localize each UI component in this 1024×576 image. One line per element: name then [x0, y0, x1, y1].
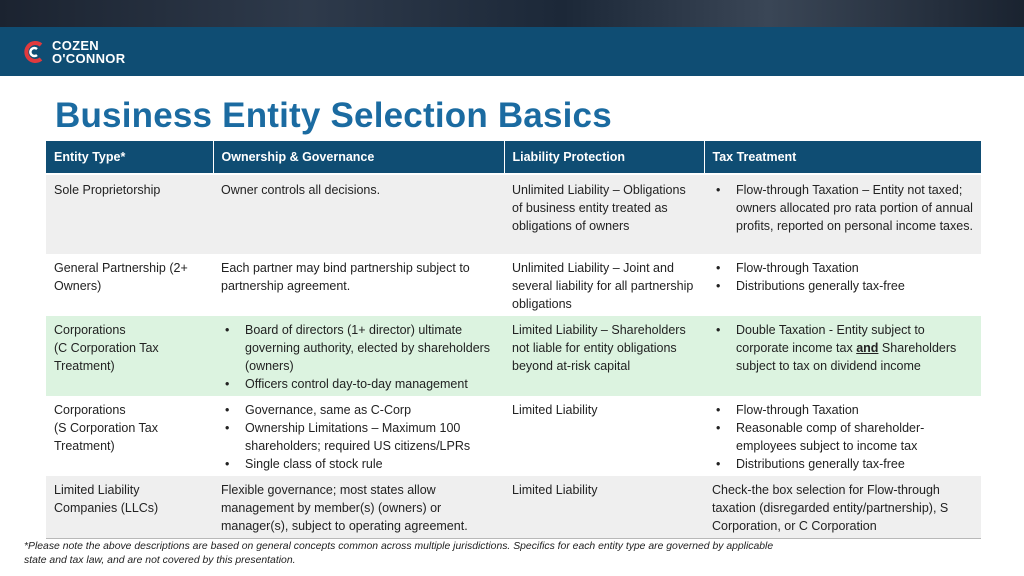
- tax-text-before: Double Taxation - Entity subject to corporate income tax: [736, 323, 925, 355]
- cell-tax: [704, 396, 981, 476]
- tax-bullet: • Flow-through Taxation: [712, 259, 973, 277]
- tax-bullet: • Distributions generally tax-free: [712, 277, 973, 295]
- ownership-bullet: • Governance, same as C-Corp: [221, 401, 496, 419]
- cell-entity: [46, 396, 213, 476]
- cell-entity: General Partnership (2+ Owners): [46, 254, 213, 316]
- tax-bullet: • Distributions generally tax-free: [712, 455, 973, 473]
- table-header-row: [46, 141, 981, 174]
- entity-line: Corporations: [54, 323, 126, 337]
- ownership-bullet: • Single class of stock rule: [221, 455, 496, 473]
- cell-tax: [704, 316, 981, 396]
- entity-line: (S Corporation Tax Treatment): [54, 421, 158, 453]
- logo-mark-icon: [22, 40, 46, 64]
- page-title: Business Entity Selection Basics: [55, 96, 612, 135]
- entity-line: Corporations: [54, 403, 126, 417]
- cell-ownership: Owner controls all decisions.: [213, 174, 504, 254]
- entity-comparison-table: [46, 141, 981, 539]
- cell-liability: Limited Liability: [504, 476, 704, 539]
- cell-ownership: Each partner may bind partnership subject to partnership agreement.: [213, 254, 504, 316]
- logo-line-2: O'CONNOR: [52, 51, 126, 66]
- cell-liability: Limited Liability: [504, 396, 704, 476]
- tax-bullet: • Reasonable comp of shareholder-employees subject to income tax: [712, 419, 973, 455]
- cell-liability: Limited Liability – Shareholders not liable for entity obligations beyond at-risk capital: [504, 316, 704, 396]
- cell-liability: Unlimited Liability – Obligations of business entity treated as obligations of owners: [504, 174, 704, 254]
- cell-tax: Check-the box selection for Flow-through taxation (disregarded entity/partnership), S Corporation, or C Corporation: [704, 476, 981, 539]
- logo-text: [52, 39, 125, 65]
- ownership-bullet: • Board of directors (1+ director) ultimate governing authority, elected by shareholders (owners): [221, 321, 496, 375]
- tax-bullet: • Flow-through Taxation: [712, 401, 973, 419]
- table-row-sole-proprietorship: [46, 174, 981, 254]
- cell-tax: [704, 174, 981, 254]
- entity-line: (C Corporation Tax Treatment): [54, 341, 159, 373]
- table-row-s-corporation: [46, 396, 981, 476]
- header-liability-protection: Liability Protection: [504, 141, 704, 174]
- tax-bullet: [712, 321, 973, 375]
- tax-text-after: Shareholders subject to tax on dividend income: [736, 341, 957, 373]
- cell-tax: [704, 254, 981, 316]
- header-tax-treatment: Tax Treatment: [704, 141, 981, 174]
- cell-ownership: [213, 396, 504, 476]
- cell-entity: Sole Proprietorship: [46, 174, 213, 254]
- cell-liability: Unlimited Liability – Joint and several liability for all partnership obligations: [504, 254, 704, 316]
- cell-entity: [46, 316, 213, 396]
- tax-bullet: • Flow-through Taxation – Entity not taxed; owners allocated pro rata portion of annual profits, reported on personal income taxes.: [712, 181, 973, 235]
- cell-entity: Limited Liability Companies (LLCs): [46, 476, 213, 539]
- ownership-bullet: • Officers control day-to-day management: [221, 375, 496, 393]
- table-row-c-corporation: [46, 316, 981, 396]
- brand-bar: [0, 27, 1024, 76]
- header-entity-type: Entity Type*: [46, 141, 213, 174]
- footnote: *Please note the above descriptions are based on general concepts common across multiple jurisdictions. Specifics for each entity type are governed by applicable state and tax law, and are not covered by this presentation.: [24, 541, 774, 566]
- tax-emphasis: and: [856, 341, 879, 355]
- table-row-general-partnership: [46, 254, 981, 316]
- top-decorative-strip: [0, 0, 1024, 27]
- company-logo: [22, 37, 125, 67]
- table-row-llc: [46, 476, 981, 539]
- cell-ownership: Flexible governance; most states allow management by member(s) (owners) or manager(s), subject to operating agreement.: [213, 476, 504, 539]
- logo-line-1: COZEN: [52, 38, 99, 53]
- cell-ownership: [213, 316, 504, 396]
- ownership-bullet: • Ownership Limitations – Maximum 100 shareholders; required US citizens/LPRs: [221, 419, 496, 455]
- header-ownership-governance: Ownership & Governance: [213, 141, 504, 174]
